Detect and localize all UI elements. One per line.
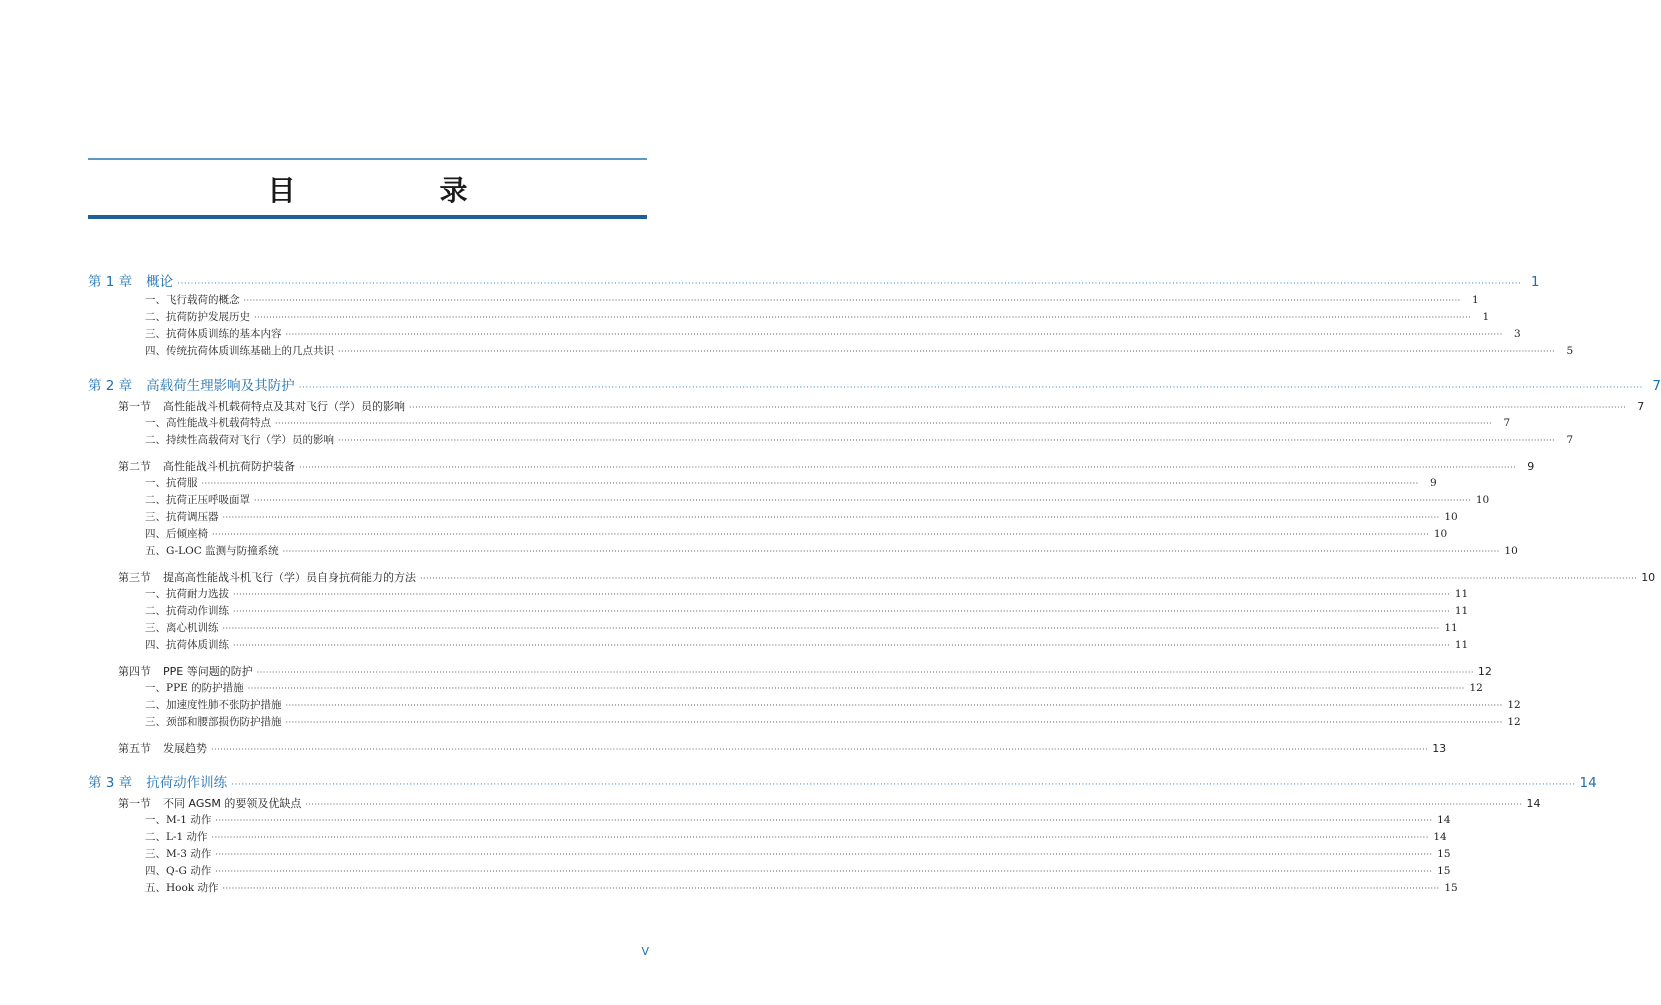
toc-entry-title: 高性能战斗机载荷特点及其对飞行（学）员的影响 (163, 400, 405, 413)
toc-entry-label (118, 398, 405, 415)
toc-entry-label (145, 714, 282, 731)
toc-item[interactable] (88, 526, 1448, 543)
toc-page-number: 11 (1454, 588, 1469, 600)
toc-entry-label (118, 458, 295, 475)
toc-leader-dots: ················································································································································································································································································································································································································ (285, 701, 1503, 710)
toc-item[interactable] (88, 620, 1458, 637)
toc-leader-dots: ················································································································································································································································································································································································································ (409, 403, 1627, 412)
toc-entry-label (145, 432, 334, 449)
toc-page-number: 1 (1482, 311, 1490, 323)
toc-leader-dots: ················································································································································································································································································································································································································ (338, 347, 1556, 356)
toc-item[interactable] (88, 543, 1518, 560)
toc-chapter[interactable] (88, 376, 1661, 396)
toc-entry-title: 一、M-1 动作 (145, 814, 212, 826)
toc-page-number: 14 (1433, 831, 1447, 843)
toc-page-number: 5 (1566, 345, 1574, 357)
toc-entry-title: 一、飞行载荷的概念 (145, 294, 240, 306)
toc-entry-label (145, 326, 282, 343)
toc-item[interactable] (88, 880, 1458, 897)
toc-chapter[interactable] (88, 272, 1540, 292)
toc-entry-title: 三、离心机训练 (145, 622, 219, 634)
toc-entry-title: 四、Q-G 动作 (145, 865, 212, 877)
toc-page-number: 12 (1469, 682, 1483, 694)
toc-page-number: 10 (1433, 528, 1448, 540)
toc-item[interactable] (88, 492, 1490, 509)
toc-leader-dots: ················································································································································································································································································································································································································ (285, 330, 1503, 339)
toc-page-number: 12 (1477, 665, 1492, 678)
toc-entry-title: 不同 AGSM 的要领及优缺点 (163, 797, 302, 810)
toc-leader-dots: ················································································································································································································································································································································································································ (243, 296, 1461, 305)
toc-leader-dots: ················································································································································································································································································································································································································ (211, 745, 1429, 754)
toc-leader-dots: ················································································································································································································································································································································································································ (254, 496, 1472, 505)
toc-page-number: 3 (1514, 328, 1521, 340)
toc-page-number: 10 (1641, 571, 1656, 584)
toc-item[interactable] (88, 343, 1574, 360)
toc-entry-number: 第二节 (118, 460, 151, 473)
toc-leader-dots: ················································································································································································································································································································································································································ (215, 816, 1433, 825)
toc-page-number: 15 (1444, 882, 1458, 894)
toc-entry-label (145, 846, 211, 863)
toc-entry-title: 一、抗荷耐力选拔 (145, 588, 229, 600)
toc-entry-label (145, 620, 219, 637)
toc-item[interactable] (88, 863, 1451, 880)
title-top-rule (88, 158, 647, 160)
toc-page-number: 12 (1507, 716, 1521, 728)
toc-page-number: 14 (1526, 797, 1541, 810)
toc-entry-number: 第四节 (118, 665, 151, 678)
toc-page-number: 11 (1454, 605, 1469, 617)
toc-item[interactable] (88, 309, 1490, 326)
toc-entry-label (145, 603, 229, 620)
toc-entry-title: 二、抗荷动作训练 (145, 605, 229, 617)
toc-leader-dots: ················································································································································································································································································································································································································ (211, 833, 1429, 842)
toc-page-number: 11 (1444, 622, 1458, 634)
toc-leader-dots: ················································································································································································································································································································································································································ (247, 684, 1465, 693)
toc-leader-dots: ················································································································································································································································································································································································································ (282, 547, 1500, 556)
toc-leader-dots: ················································································································································································································································································································································································································ (256, 668, 1474, 677)
toc-section[interactable] (88, 398, 1645, 415)
toc-entry-title: 一、抗荷服 (145, 477, 198, 489)
toc-item[interactable] (88, 475, 1437, 492)
page-number: V (641, 945, 649, 958)
toc-entry-title: 提高高性能战斗机飞行（学）员自身抗荷能力的方法 (163, 571, 416, 584)
toc-entry-title: 五、Hook 动作 (145, 882, 219, 894)
toc-page-number: 10 (1444, 511, 1458, 523)
toc-entry-title: 发展趋势 (163, 742, 207, 755)
toc-page-number: 7 (1566, 434, 1574, 446)
toc-entry-label (145, 697, 282, 714)
toc-entry-title: 四、传统抗荷体质训练基础上的几点共识 (145, 345, 334, 357)
toc-leader-dots: ················································································································································································································································································································································································································ (233, 607, 1451, 616)
toc-item[interactable] (88, 432, 1574, 449)
toc-leader-dots: ················································································································································································································································································································································································································ (299, 463, 1517, 472)
toc-entry-label (145, 526, 208, 543)
toc-section[interactable] (88, 740, 1447, 757)
toc-page-number: 14 (1579, 775, 1597, 791)
toc-page-number: 1 (1472, 294, 1479, 306)
toc-leader-dots: ················································································································································································································································································································································································································ (285, 718, 1503, 727)
toc-item[interactable] (88, 846, 1451, 863)
toc-leader-dots: ················································································································································································································································································································································································································ (338, 436, 1556, 445)
toc-entry-number: 第三节 (118, 571, 151, 584)
toc-item[interactable] (88, 292, 1479, 309)
toc-entry-number: 第一节 (118, 797, 151, 810)
toc-item[interactable] (88, 714, 1521, 731)
toc-entry-number: 第 3 章 (88, 775, 133, 791)
toc-item[interactable] (88, 812, 1451, 829)
toc-page-number: 9 (1527, 460, 1535, 473)
toc-entry-label (145, 343, 334, 360)
toc-section[interactable] (88, 569, 1656, 586)
toc-entry-title: 三、颈部和腰部损伤防护措施 (145, 716, 282, 728)
toc-entry-label (145, 812, 211, 829)
toc-leader-dots: ················································································································································································································································································································································································································ (222, 624, 1440, 633)
toc-leader-dots: ················································································································································································································································································································································································································ (298, 383, 1644, 393)
toc-page-number: 7 (1637, 400, 1645, 413)
toc-entry-label (118, 795, 301, 812)
toc-leader-dots: ················································································································································································································································································································································································································ (201, 479, 1419, 488)
toc-entry-label (88, 272, 173, 292)
toc-entry-label (145, 543, 279, 560)
toc-leader-dots: ················································································································································································································································································································································································································ (233, 641, 1451, 650)
toc-entry-number: 第五节 (118, 742, 151, 755)
toc-entry-title: 高性能战斗机抗荷防护装备 (163, 460, 295, 473)
toc-page-number: 10 (1475, 494, 1490, 506)
toc-section[interactable] (88, 663, 1492, 680)
toc-entry-number: 第 2 章 (88, 378, 133, 394)
toc-entry-title: 二、L-1 动作 (145, 831, 208, 843)
toc-entry-title: 抗荷动作训练 (146, 775, 228, 791)
toc-item[interactable] (88, 637, 1469, 654)
toc-section[interactable] (88, 458, 1535, 475)
toc-page-number: 13 (1432, 742, 1447, 755)
toc-entry-title: 一、高性能战斗机载荷特点 (145, 417, 271, 429)
toc-entry-title: 二、抗荷正压呼吸面罩 (145, 494, 250, 506)
toc-entry-label (145, 292, 240, 309)
toc-entry-title: 四、后倾座椅 (145, 528, 208, 540)
toc-entry-label (88, 376, 295, 396)
toc-section[interactable] (88, 795, 1541, 812)
toc-leader-dots: ················································································································································································································································································································································································································ (215, 850, 1433, 859)
toc-entry-label (145, 415, 271, 432)
toc-leader-dots: ················································································································································································································································································································································································································ (305, 800, 1523, 809)
toc-page-number: 9 (1430, 477, 1437, 489)
toc-entry-label (145, 492, 250, 509)
toc-entry-title: 三、抗荷调压器 (145, 511, 219, 523)
toc-chapter[interactable] (88, 773, 1597, 793)
toc-entry-label (145, 509, 219, 526)
toc-page-number: 1 (1530, 274, 1540, 290)
toc-item[interactable] (88, 415, 1511, 432)
toc-entry-label (145, 863, 211, 880)
toc-item[interactable] (88, 680, 1483, 697)
toc-entry-title: 二、加速度性肺不张防护措施 (145, 699, 282, 711)
table-of-contents (88, 268, 1661, 897)
toc-entry-label (145, 475, 198, 492)
toc-item[interactable] (88, 603, 1469, 620)
toc-entry-title: 三、M-3 动作 (145, 848, 212, 860)
toc-entry-title: 四、抗荷体质训练 (145, 639, 229, 651)
toc-leader-dots: ················································································································································································································································································································································································································ (177, 279, 1522, 289)
toc-entry-label (145, 586, 229, 603)
toc-leader-dots: ················································································································································································································································································································································································································ (222, 884, 1440, 893)
toc-entry-label (118, 740, 207, 757)
toc-item[interactable] (88, 829, 1447, 846)
toc-leader-dots: ················································································································································································································································································································································································································ (222, 513, 1440, 522)
page-title: 目 录 (267, 174, 526, 207)
toc-entry-title: 二、持续性高载荷对飞行（学）员的影响 (145, 434, 334, 446)
toc-entry-title: 二、抗荷防护发展历史 (145, 311, 250, 323)
toc-page-number: 15 (1437, 865, 1451, 877)
toc-item[interactable] (88, 509, 1458, 526)
toc-entry-label (145, 309, 250, 326)
toc-entry-number: 第一节 (118, 400, 151, 413)
toc-item[interactable] (88, 326, 1521, 343)
toc-entry-title: 三、抗荷体质训练的基本内容 (145, 328, 282, 340)
toc-entry-title: 一、PPE 的防护措施 (145, 682, 244, 694)
toc-entry-label (145, 829, 208, 846)
toc-item[interactable] (88, 697, 1521, 714)
toc-entry-label (118, 663, 253, 680)
title-bottom-rule (88, 215, 647, 219)
toc-page-number: 7 (1652, 378, 1661, 394)
toc-entry-label (145, 680, 244, 697)
toc-entry-number: 第 1 章 (88, 274, 133, 290)
toc-page-number: 12 (1507, 699, 1521, 711)
toc-entry-title: 高载荷生理影响及其防护 (146, 378, 295, 394)
toc-entry-title: 概论 (146, 274, 174, 290)
toc-leader-dots: ················································································································································································································································································································································································································ (254, 313, 1472, 322)
toc-page-number: 7 (1503, 417, 1511, 429)
toc-leader-dots: ················································································································································································································································································································································································································ (215, 867, 1433, 876)
toc-leader-dots: ················································································································································································································································································································································································································ (231, 780, 1576, 790)
toc-leader-dots: ················································································································································································································································································································································································································ (275, 419, 1493, 428)
toc-page-number: 14 (1437, 814, 1451, 826)
toc-entry-label (145, 880, 219, 897)
toc-page-number: 11 (1454, 639, 1469, 651)
toc-entry-label (118, 569, 416, 586)
toc-entry-label (88, 773, 227, 793)
toc-entry-title: PPE 等问题的防护 (163, 665, 253, 678)
toc-leader-dots: ················································································································································································································································································································································································································ (233, 590, 1451, 599)
toc-item[interactable] (88, 586, 1469, 603)
toc-page-number: 10 (1504, 545, 1518, 557)
toc-leader-dots: ················································································································································································································································································································································································································ (212, 530, 1430, 539)
toc-entry-label (145, 637, 229, 654)
toc-page-number: 15 (1437, 848, 1451, 860)
toc-leader-dots: ················································································································································································································································································································································································································ (420, 574, 1638, 583)
toc-entry-title: 五、G-LOC 监测与防撞系统 (145, 545, 279, 557)
